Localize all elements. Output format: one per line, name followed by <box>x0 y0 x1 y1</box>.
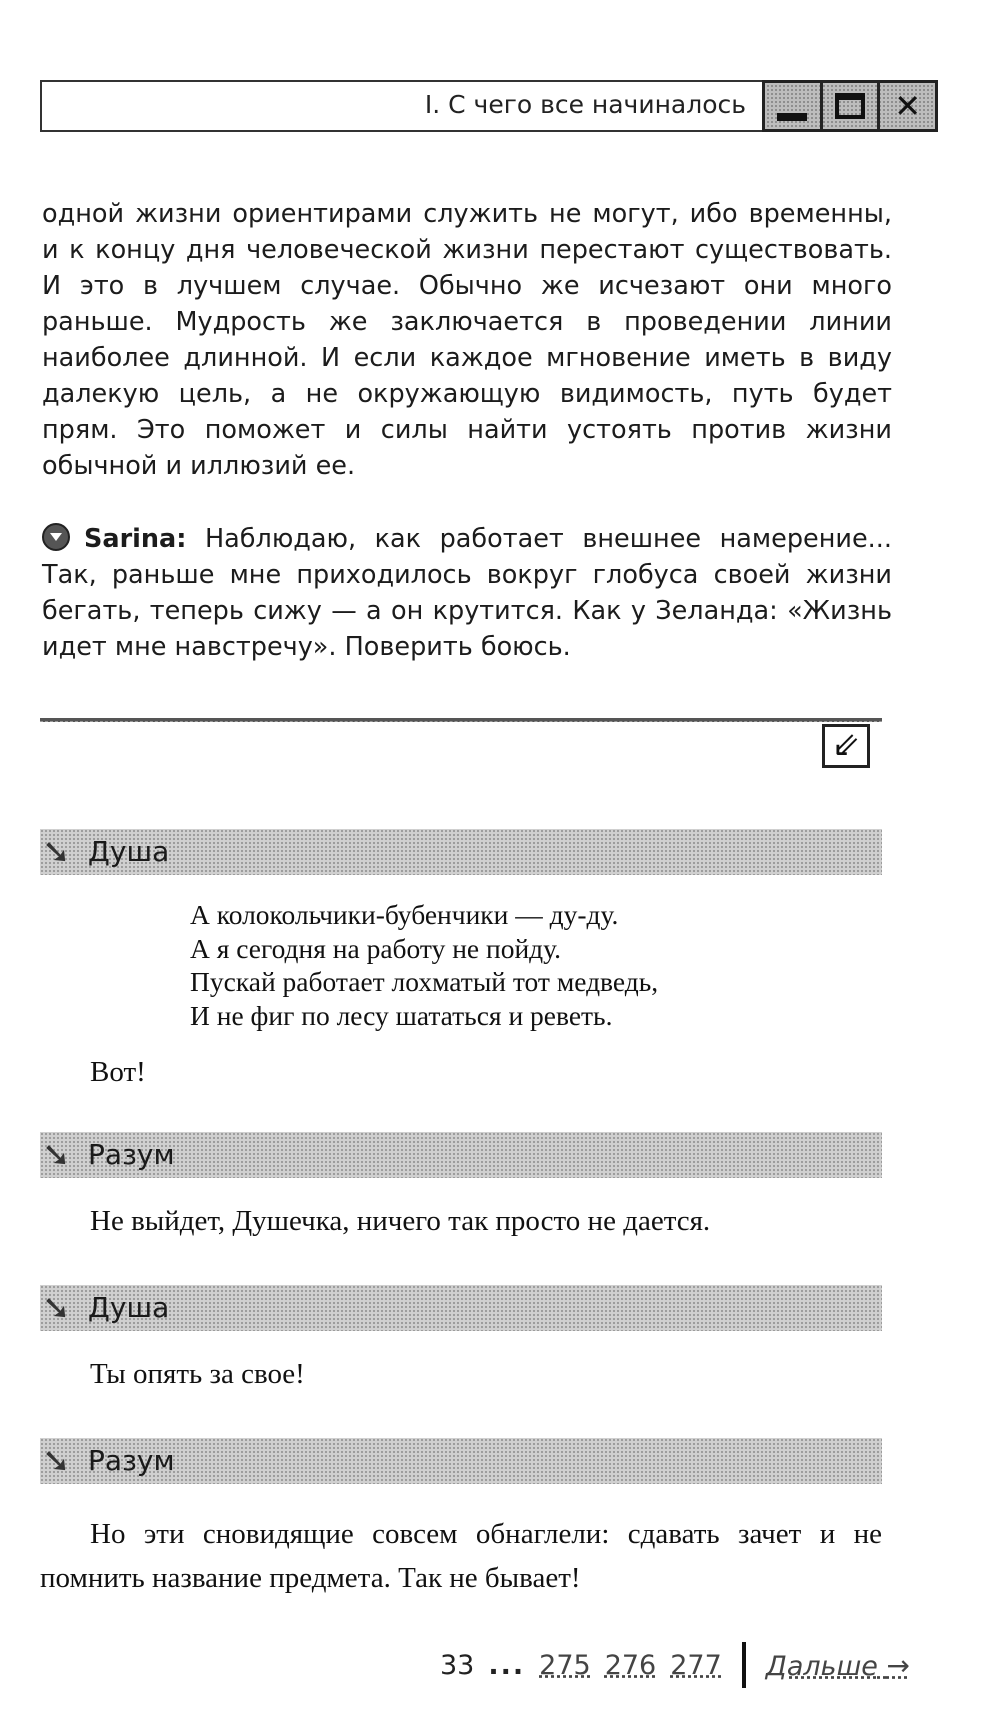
dialogue-line: Ты опять за свое! <box>90 1358 305 1390</box>
window-titlebar <box>40 80 938 132</box>
page-link[interactable]: 276 <box>604 1649 657 1681</box>
chapter-title: I. С чего все начиналось <box>424 90 746 119</box>
pagination-ellipsis: ... <box>488 1649 526 1681</box>
poem-line: И не фиг по лесу шататься и реветь. <box>190 999 613 1031</box>
pagination <box>440 1640 910 1690</box>
close-icon: ✕ <box>894 87 922 125</box>
poem-line: Пускай работает лохматый тот медведь, <box>190 966 659 997</box>
page-link[interactable]: 275 <box>539 1649 591 1681</box>
next-label: Дальше <box>765 1650 878 1682</box>
chevron-down-icon[interactable] <box>42 523 70 551</box>
section-divider <box>40 718 882 722</box>
arrow-icon: ➘ <box>42 1441 71 1481</box>
arrow-icon: ➘ <box>42 832 71 872</box>
dialogue-line: Но эти сновидящие совсем обнаглели: сдавать зачет и не помнить название предмета. Так не бывает! <box>40 1518 882 1594</box>
arrow-right-icon: → <box>886 1648 910 1682</box>
speaker-name: Разум <box>88 1444 175 1477</box>
speaker-name: Душа <box>88 1291 170 1324</box>
comment-author: Sarina: <box>84 524 187 554</box>
sarina-comment <box>42 521 892 665</box>
speaker-header <box>40 1438 882 1484</box>
pagination-divider <box>742 1642 746 1688</box>
poem-line: А я сегодня на работу не пойду. <box>190 932 562 964</box>
close-button[interactable] <box>880 80 938 132</box>
dialogue-line: Вот! <box>90 1056 146 1088</box>
arrow-icon: ➘ <box>42 1288 71 1328</box>
minimize-icon <box>777 113 807 121</box>
speaker-header <box>40 1285 882 1331</box>
speaker-header <box>40 829 882 875</box>
back-arrow-icon[interactable]: ⇙ <box>822 724 870 768</box>
speaker-name: Разум <box>88 1138 175 1171</box>
maximize-button[interactable] <box>823 80 881 132</box>
minimize-button[interactable] <box>762 80 823 132</box>
dialogue-line: Не выйдет, Душечка, ничего так просто не дается. <box>90 1205 711 1237</box>
arrow-icon: ➘ <box>42 1135 71 1175</box>
current-page: 33 <box>440 1649 475 1681</box>
maximize-icon <box>835 93 865 119</box>
next-link[interactable] <box>766 1649 910 1682</box>
page-link[interactable]: 277 <box>670 1649 722 1681</box>
speaker-header <box>40 1132 882 1178</box>
window-controls <box>762 80 938 132</box>
poem <box>190 898 658 1032</box>
speaker-name: Душа <box>88 835 170 868</box>
poem-line: А колокольчики-бубенчики — ду-ду. <box>190 899 619 930</box>
comment-text: Наблюдаю, как работает внешнее намерение... Так, раньше мне приходилось вокруг глобуса своей жизни бегать, теперь сижу — а он крутится. Как у Зеланда: «Жизнь идет мне навстречу». Поверить боюсь. <box>42 524 892 662</box>
body-paragraph: одной жизни ориентирами служить не могут, ибо временны, и к концу дня человеческой жизни перестают существовать. И это в лучшем случае. Обычно же исчезают они много раньше. Мудрость же заключается в проведении линии наиболее длинной. И если каждое мгновение иметь в виду далекую цель, а не окружающую видимость, путь будет прям. Это поможет и силы найти устоять против жизни обычной и иллюзий ее. <box>42 199 892 481</box>
